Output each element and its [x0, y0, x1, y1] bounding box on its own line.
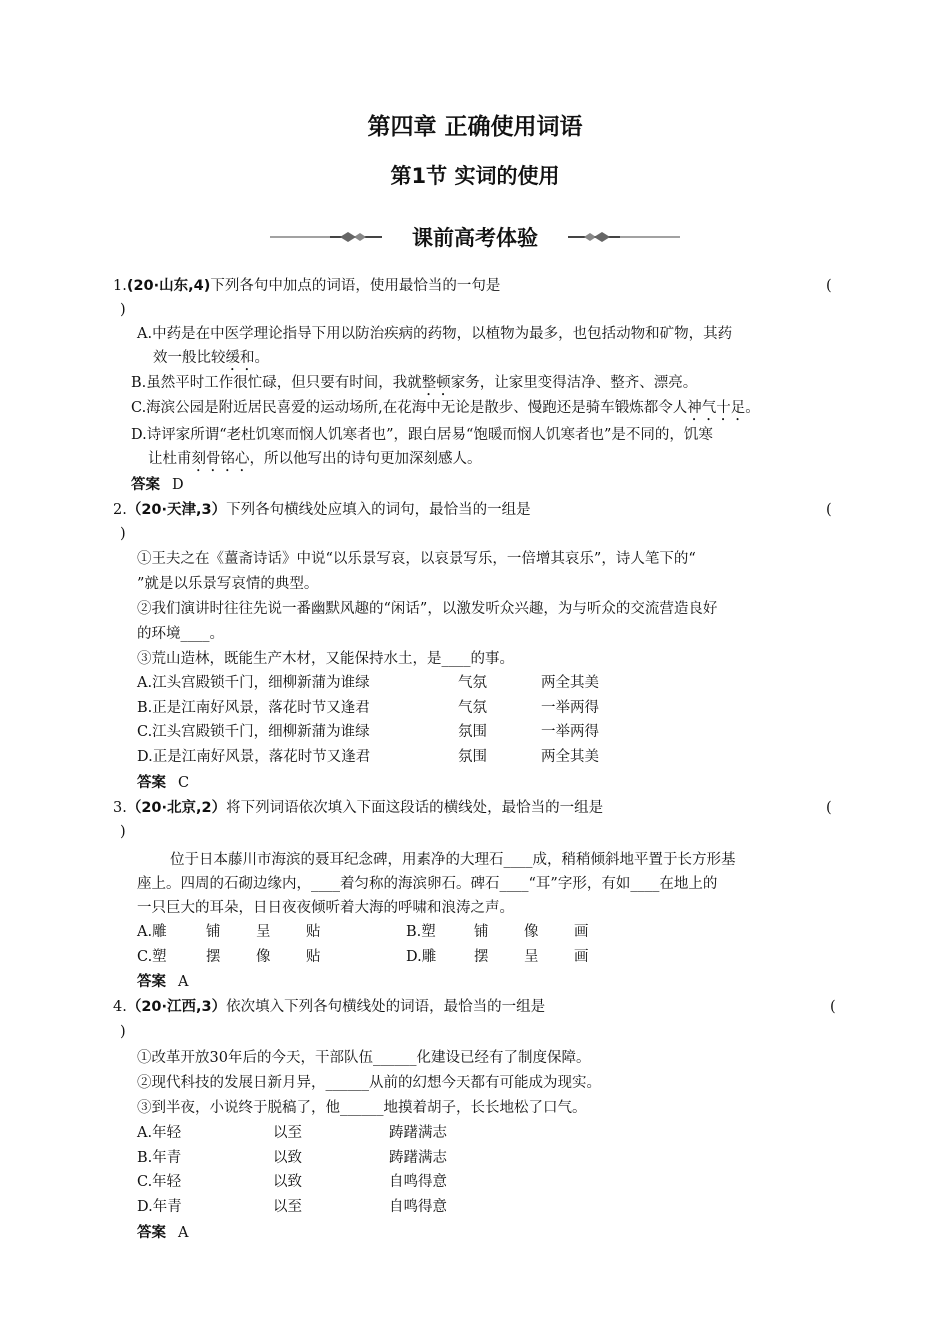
q1-option-a-post: 。: [254, 350, 269, 366]
q2-option-d-word2: 两全其美: [541, 749, 599, 765]
q2-option-c-word2: 一举两得: [541, 724, 599, 740]
q2-sentence2-line1: ②我们演讲时往往先说一番幽默风趣的“闲话”，以激发听众兴趣，为与听众的交流营造良好: [137, 601, 718, 617]
q2-number: 2.: [113, 502, 127, 518]
answer-label: 答案: [137, 775, 166, 791]
q1-option-a-pre: 效一般比较: [153, 350, 226, 366]
q2-option-b-word2: 一举两得: [541, 700, 599, 716]
answer-label: 答案: [131, 477, 160, 493]
q1-option-c-dotted: 神气十足: [687, 400, 746, 416]
q3-passage-line2: 座上。四周的石砌边缘内，____着匀称的海滨卵石。碑石____“耳”字形，有如____在地上的: [137, 876, 718, 892]
q2-answer-value: C: [178, 775, 190, 791]
q4-option-d-word2: 自鸣得意: [389, 1199, 447, 1215]
q4-option-b: B.年青: [137, 1150, 182, 1166]
q1-option-d-dotted: 刻骨铭心: [191, 451, 250, 467]
section-title: 第1节 实词的使用: [390, 164, 560, 188]
q4-option-a-word2: 踌躇满志: [389, 1125, 447, 1141]
q2-option-a-word2: 两全其美: [541, 675, 599, 691]
q3-option-a-w4: 贴: [306, 924, 321, 940]
q1-option-b-post: 家务，让家里变得洁净、整齐、漂亮。: [450, 375, 698, 391]
q4-option-b-word2: 踌躇满志: [389, 1150, 447, 1166]
q3-answer: [137, 972, 188, 992]
q1-option-b: [131, 373, 697, 399]
q1-option-a-line1: A.中药是在中医学理论指导下用以防治疾病的药物，以植物为最多，也包括动物和矿物，其药: [137, 326, 733, 342]
q1-option-c-post: 。: [745, 400, 760, 416]
q3-source: （20·北京,2）: [126, 800, 227, 816]
q4-sentence2: ②现代科技的发展日新月异，______从前的幻想今天都有可能成为现实。: [137, 1075, 601, 1091]
q2-option-a-word1: 气氛: [458, 675, 487, 691]
q1-option-a-dotted: 缓和: [225, 350, 255, 366]
q4-heading: [113, 997, 545, 1017]
q3-option-a: A.雕: [137, 924, 167, 940]
q2-sentence2-line2: 的环境____。: [137, 626, 224, 642]
q2-option-b-word1: 气氛: [458, 700, 487, 716]
q1-option-d-line2: [148, 449, 482, 475]
q1-option-c-pre: C.海滨公园是附近居民喜爱的运动场所,在花海中无论是散步、慢跑还是骑车锻炼都令人: [131, 400, 688, 416]
q4-option-a-word1: 以至: [273, 1125, 302, 1141]
q3-option-d: D.雕: [406, 949, 437, 965]
q3-option-d-w2: 摆: [474, 949, 489, 965]
q1-heading: [113, 276, 500, 296]
q4-option-d-word1: 以至: [273, 1199, 302, 1215]
q4-option-c: C.年轻: [137, 1174, 182, 1190]
q4-option-c-word1: 以致: [273, 1174, 302, 1190]
q2-sentence3: ③荒山造林，既能生产木材，又能保持水土，是____的事。: [137, 651, 514, 667]
q1-answer-value: D: [172, 477, 184, 493]
q3-option-d-w4: 画: [574, 949, 589, 965]
q2-stem: 下列各句横线处应填入的词句，最恰当的一组是: [226, 502, 531, 518]
q2-source: （20·天津,3）: [126, 502, 227, 518]
q4-paren-close: ): [120, 1024, 126, 1040]
q2-option-b: B.正是江南好风景，落花时节又逢君: [137, 700, 370, 716]
q4-option-c-word2: 自鸣得意: [389, 1174, 447, 1190]
q3-answer-value: A: [178, 974, 189, 990]
q3-option-c-w4: 贴: [306, 949, 321, 965]
answer-label: 答案: [137, 1225, 166, 1241]
q3-paren-close: ): [120, 824, 126, 840]
chapter-title: 第四章 正确使用词语: [367, 113, 583, 140]
q3-option-b: B.塑: [406, 924, 436, 940]
q3-stem: 将下列词语依次填入下面这段话的横线处，最恰当的一组是: [226, 800, 604, 816]
q2-paren-close: ): [120, 526, 126, 542]
q4-option-a: A.年轻: [137, 1125, 182, 1141]
q4-stem: 依次填入下列各句横线处的词语，最恰当的一组是: [226, 999, 546, 1015]
q3-option-c-w2: 摆: [206, 949, 221, 965]
q2-heading: [113, 500, 531, 520]
q2-option-d: D.正是江南好风景，落花时节又逢君: [137, 749, 371, 765]
q1-paren-open: (: [826, 278, 832, 294]
q4-answer: [137, 1223, 188, 1243]
q1-stem: 下列各句中加点的词语，使用最恰当的一句是: [210, 278, 501, 294]
q2-sentence1-line2: ”就是以乐景写哀情的典型。: [137, 576, 319, 592]
q2-option-a: A.江头宫殿锁千门，细柳新蒲为谁绿: [137, 675, 370, 691]
q1-option-b-pre: B.虽然平时工作很忙碌，但只要有时间，我就: [131, 375, 422, 391]
q3-option-c: C.塑: [137, 949, 167, 965]
banner-title: 课前高考体验: [412, 226, 538, 250]
q2-option-d-word1: 氛围: [458, 749, 487, 765]
q3-option-b-w3: 像: [524, 924, 539, 940]
q3-option-a-w3: 呈: [256, 924, 271, 940]
q4-sentence1: ①改革开放30年后的今天，干部队伍______化建设已经有了制度保障。: [137, 1050, 591, 1066]
q1-option-d-post: ，所以他写出的诗句更加深刻感人。: [249, 451, 482, 467]
q4-answer-value: A: [178, 1225, 189, 1241]
q1-number: 1.: [113, 278, 127, 294]
q4-sentence3: ③到半夜，小说终于脱稿了，他______地摸着胡子，长长地松了口气。: [137, 1100, 587, 1116]
q2-option-c-word1: 氛围: [458, 724, 487, 740]
q2-answer: [137, 773, 189, 793]
q3-option-b-w2: 铺: [474, 924, 489, 940]
q1-option-d-pre: 让杜甫: [148, 451, 192, 467]
q1-paren-close: ): [120, 302, 126, 318]
q3-passage-line1: 位于日本藤川市海滨的聂耳纪念碑，用素净的大理石____成，稍稍倾斜地平置于长方形基: [170, 852, 736, 868]
q1-option-a-line2: [153, 348, 269, 374]
q4-option-d: D.年青: [137, 1199, 182, 1215]
q4-source: （20·江西,3）: [126, 999, 227, 1015]
q3-heading: [113, 798, 603, 818]
q3-passage-line3: 一只巨大的耳朵，日日夜夜倾听着大海的呼啸和浪涛之声。: [137, 900, 514, 916]
q1-option-d-line1: D.诗评家所谓“老杜饥寒而悯人饥寒者也”，跟白居易“饱暖而悯人饥寒者也”是不同的，饥寒: [131, 427, 713, 443]
q3-paren-open: (: [826, 800, 832, 816]
q3-option-a-w2: 铺: [206, 924, 221, 940]
q2-sentence1-line1: ①王夫之在《薑斋诗话》中说“以乐景写哀，以哀景写乐，一倍增其哀乐”，诗人笔下的“: [137, 551, 696, 567]
q3-option-d-w3: 呈: [524, 949, 539, 965]
q2-paren-open: (: [826, 502, 832, 518]
q1-option-b-dotted: 整顿: [421, 375, 451, 391]
q4-number: 4.: [113, 999, 127, 1015]
q1-answer: [131, 475, 184, 495]
q3-number: 3.: [113, 800, 127, 816]
q1-option-c: [131, 398, 760, 424]
q2-option-c: C.江头宫殿锁千门，细柳新蒲为谁绿: [137, 724, 370, 740]
q4-option-b-word1: 以致: [273, 1150, 302, 1166]
q1-source: (20·山东,4): [126, 278, 211, 294]
q3-option-b-w4: 画: [574, 924, 589, 940]
q4-paren-open: (: [830, 999, 836, 1015]
answer-label: 答案: [137, 974, 166, 990]
q3-option-c-w3: 像: [256, 949, 271, 965]
